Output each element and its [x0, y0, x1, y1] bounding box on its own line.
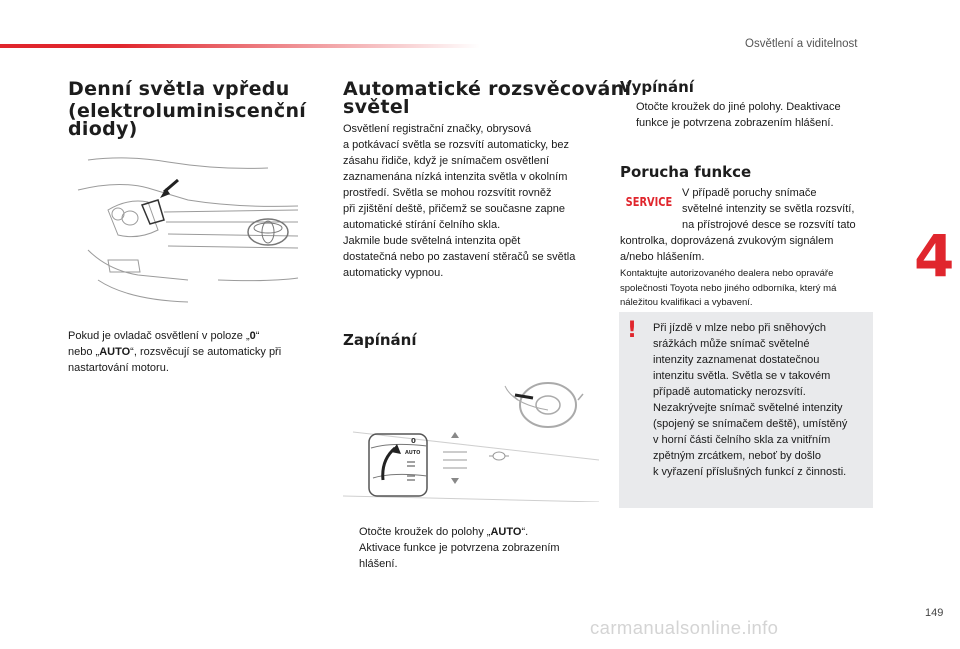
light-stalk-illustration [343, 360, 599, 502]
header-accent-bar [0, 44, 480, 48]
drl-title-line2: (elektroluminiscenční [68, 100, 307, 122]
zapinani-instruction: Otočte kroužek do polohy „AUTO“. Aktivace funkce je potvrzena zobrazením hlášení. [343, 524, 603, 572]
svg-text:SERVICE: SERVICE [625, 195, 672, 210]
porucha-text: kontrolka, doprovázená zvukovým signálem a/nebo hlášením. [620, 235, 834, 263]
vypinani-title: Vypínání [620, 78, 694, 96]
auto-lights-title-line1: Automatické rozsvěcování [343, 78, 632, 100]
vypinani-instruction: Otočte kroužek do jiné polohy. Deaktivace funkce je potvrzena zobrazením hlášení. [620, 99, 880, 131]
porucha-text-indented: V případě poruchy snímače světelné intenzity se světla rozsvítí, na přístrojové desce se rozsvítí tato [682, 187, 856, 231]
zapinani-title: Zapínání [343, 331, 417, 349]
warning-text: Při jízdě v mlze nebo při sněhových srážkách může snímač světelné intenzity zaznamenat dostatečnou intenzitu světla. Světla se v takovém případě automaticky nerozsvítí. Nezakrývejte snímač světelné intenzity (spojený se snímačem deště), umístěný v horní části čelního skla za vnitřním zpětným zrcátkem, neboť by došlo k vyřazení příslušných funkcí z činnosti. [653, 322, 848, 478]
arrow-right-icon [620, 99, 636, 131]
chapter-number: 4 [914, 222, 955, 290]
watermark: carmanualsonline.info [590, 617, 779, 638]
stalk-label-zero: 0 [411, 437, 416, 445]
section-title: Osvětlení a viditelnost [745, 38, 858, 50]
auto-lights-title-line2: světel [343, 96, 410, 118]
drl-title-line3: diody) [68, 118, 138, 140]
car-front-illustration [68, 150, 300, 318]
exclamation-icon: ! [627, 318, 638, 343]
porucha-title: Porucha funkce [620, 163, 752, 181]
drl-title-line1: Denní světla vpředu [68, 78, 290, 100]
stalk-label-auto: AUTO [405, 450, 421, 456]
auto-lights-paragraph: Osvětlení registrační značky, obrysová a potkávací světla se rozsvítí automaticky, bez zásahu řidiče, když je snímačem osvětlení zaznamenána nízká intenzita světla v okolním prostředí. Světla se mohou rozsvítit rovněž při zjištění deště, přičemž se současne zapne automatické stírání čelního skla. Jakmile bude světelná intenzita opět dostatečná nebo po zastavení stěračů se světla automaticky vypnou. [343, 123, 576, 279]
page-number: 149 [925, 607, 944, 619]
arrow-right-icon [343, 524, 359, 572]
dealer-note: Kontaktujte autorizovaného dealera nebo opraváře společnosti Toyota nebo jiného odborníka, který má náležitou kvalifikaci a vybavení. [620, 268, 837, 308]
service-warning-icon [624, 190, 672, 212]
drl-paragraph: Pokud je ovladač osvětlení v poloze „0“ nebo „AUTO“, rozsvěcují se automaticky při nastartování motoru. [68, 330, 282, 374]
